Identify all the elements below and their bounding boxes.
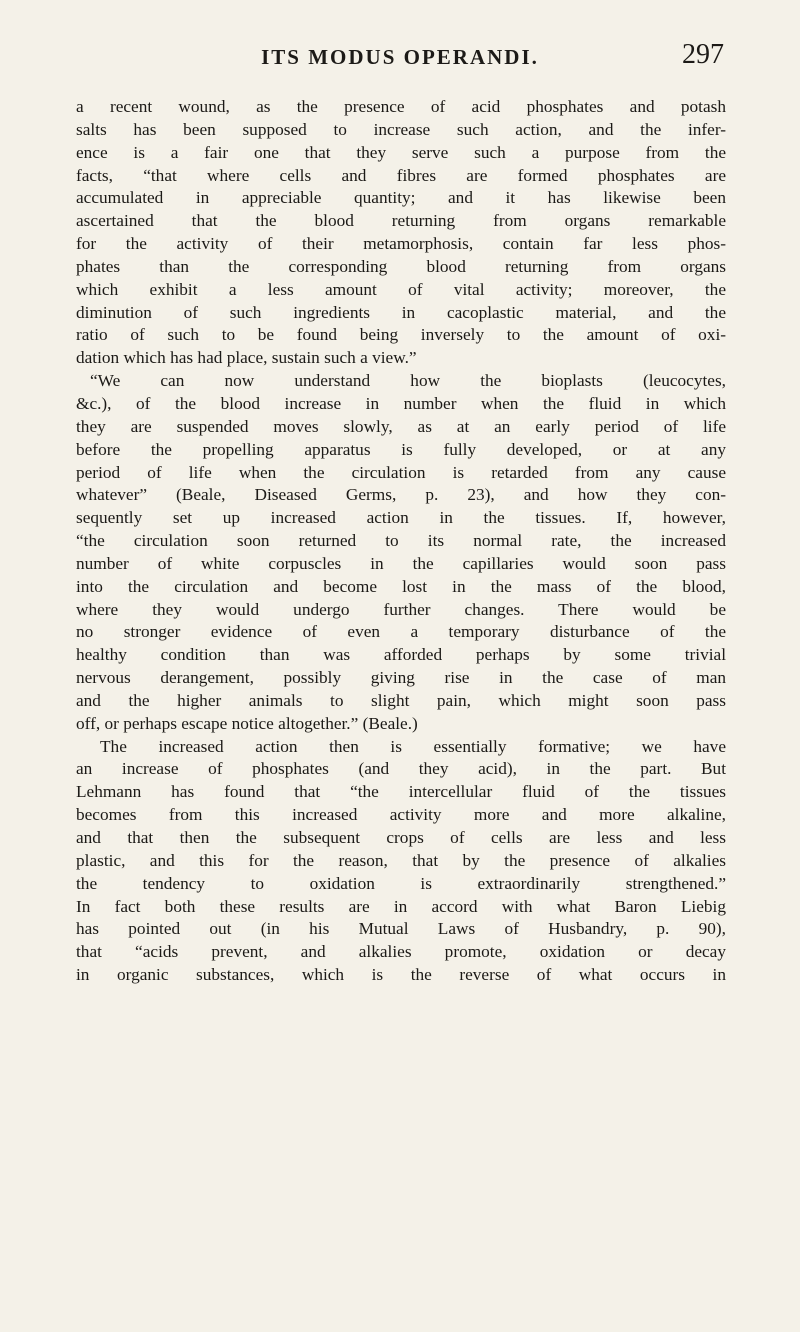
text-line: where they would undergo further changes. There would be (76, 599, 726, 619)
text-line: the tendency to oxidation is extraordinarily strengthened.” (76, 873, 726, 893)
text-line: salts has been supposed to increase such action, and the infer- (76, 119, 726, 139)
text-line: facts, “that where cells and fibres are formed phosphates are (76, 165, 726, 185)
text-line: an increase of phosphates (and they acid), in the part. But (76, 759, 726, 779)
text-line: ence is a fair one that they serve such a purpose from the (76, 142, 726, 162)
text-line: which exhibit a less amount of vital activity; moreover, the (76, 279, 726, 299)
text-line: sequently set up increased action in the tissues. If, however, (76, 508, 726, 528)
text-line: before the propelling apparatus is fully developed, or at any (76, 439, 726, 459)
text-line: ratio of such to be found being inversely to the amount of oxi- (76, 325, 726, 345)
page-number: 297 (682, 39, 724, 70)
running-title: ITS MODUS OPERANDI. (261, 45, 539, 69)
text-line: off, or perhaps escape notice altogether.” (Beale.) (76, 713, 418, 733)
text-line: period of life when the circulation is retarded from any cause (76, 462, 726, 482)
text-line: into the circulation and become lost in the mass of the blood, (76, 576, 726, 596)
text-line: no stronger evidence of even a temporary disturbance of the (76, 622, 726, 642)
text-line: “We can now understand how the bioplasts (leucocytes, (90, 371, 726, 391)
text-line: and that then the subsequent crops of cells are less and less (76, 828, 726, 847)
text-line: nervous derangement, possibly giving rise in the case of man (76, 668, 726, 688)
body-text (76, 96, 726, 987)
text-line: becomes from this increased activity more and more alkaline, (76, 805, 726, 825)
text-line: &c.), of the blood increase in number when the fluid in which (76, 393, 726, 413)
text-line: number of white corpuscles in the capillaries would soon pass (76, 553, 726, 573)
text-line: “the circulation soon returned to its normal rate, the increased (76, 531, 726, 551)
text-line: In fact both these results are in accord with what Baron Liebig (76, 896, 726, 916)
text-line: accumulated in appreciable quantity; and it has likewise been (76, 188, 726, 208)
text-line: Lehmann has found that “the intercellular fluid of the tissues (76, 782, 726, 802)
text-line: in organic substances, which is the reverse of what occurs in (76, 965, 726, 985)
text-line: diminution of such ingredients in cacoplastic material, and the (76, 302, 726, 322)
text-line: has pointed out (in his Mutual Laws of Husbandry, p. 90), (76, 919, 726, 939)
text-line: phates than the corresponding blood returning from organs (76, 256, 726, 276)
text-line: a recent wound, as the presence of acid phosphates and potash (76, 97, 726, 116)
text-line: whatever” (Beale, Diseased Germs, p. 23), and how they con- (76, 485, 726, 505)
text-line: dation which has had place, sustain such a view.” (76, 348, 417, 368)
running-head (76, 40, 724, 74)
text-line: for the activity of their metamorphosis, contain far less phos- (76, 234, 726, 254)
text-line: they are suspended moves slowly, as at an early period of life (76, 416, 726, 436)
text-line: that “acids prevent, and alkalies promote, oxidation or decay (76, 942, 726, 962)
text-line: plastic, and this for the reason, that by the presence of alkalies (76, 850, 726, 870)
text-line: healthy condition than was afforded perhaps by some trivial (76, 645, 726, 665)
text-line: and the higher animals to slight pain, which might soon pass (76, 690, 726, 710)
text-line: The increased action then is essentially formative; we have (100, 736, 726, 756)
text-line: ascertained that the blood returning from organs remarkable (76, 211, 726, 231)
